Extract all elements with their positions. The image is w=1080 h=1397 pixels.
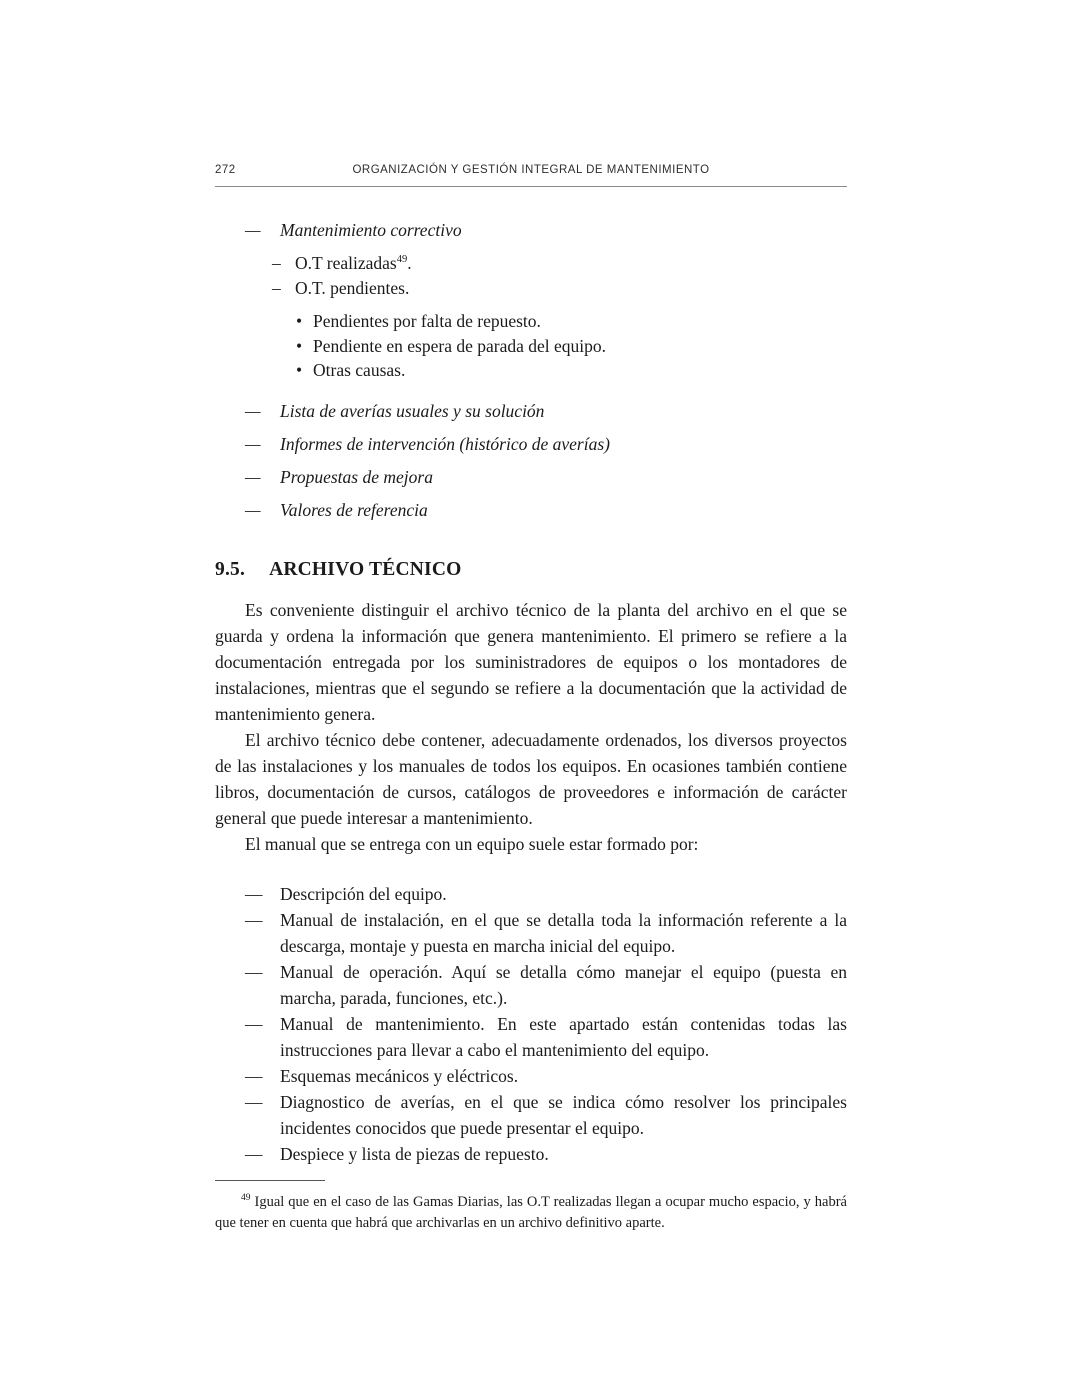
outline-section: [215, 217, 847, 523]
footnote-reference: 49: [396, 254, 408, 266]
list-item-text: Manual de mantenimiento. En este apartado están contenidas todas las instrucciones para llevar a cabo el mantenimiento del equipo.: [280, 1013, 847, 1060]
em-dash-marker: —: [245, 400, 261, 421]
list-item-text: Otras causas.: [313, 360, 406, 380]
header-page-number: 272: [215, 164, 236, 176]
list-item-text: Propuestas de mejora: [280, 466, 433, 487]
list-item-text: Pendientes por falta de repuesto.: [313, 311, 541, 331]
page-content: [215, 164, 847, 1235]
running-header: [215, 164, 847, 187]
list-item-text: Esquemas mecánicos y eléctricos.: [280, 1065, 519, 1086]
list-item-text: Pendiente en espera de parada del equipo.: [313, 335, 606, 356]
list-item: [215, 251, 847, 276]
body-paragraph: El manual que se entrega con un equipo suele estar formado por:: [245, 833, 699, 854]
list-item-text: Lista de averías usuales y su solución: [280, 400, 545, 421]
em-dash-marker: —: [245, 1091, 263, 1112]
bullet-list: [215, 309, 847, 383]
list-item: [215, 959, 847, 1011]
em-dash-marker: —: [245, 961, 263, 982]
footnote-text: $^{49}$ Igual que en el caso de las Gamas Diarias, las O.T realizadas llegan a ocupar mucho espacio, y habrá que tener en cuenta que habrá que archivarlas en un archivo definitivo aparte.: [215, 1192, 847, 1231]
em-dash-marker: —: [245, 466, 261, 487]
list-item: [215, 398, 847, 424]
footnote-separator: [215, 1180, 325, 1181]
list-item: [215, 358, 847, 383]
list-item-text: O.T realizadas$^{49}$.: [295, 253, 412, 273]
list-item-text: Despiece y lista de piezas de repuesto.: [280, 1143, 549, 1164]
body-paragraph: Es conveniente distinguir el archivo técnico de la planta del archivo en el que se guarda y ordena la información que genera mantenimiento. El primero se refiere a la documentación entregada por los suministradores de equipos o los montadores de instalaciones, mientras que el segundo se refiere a la documentación que la actividad de mantenimiento genera.: [215, 599, 847, 724]
list-item-text: Diagnostico de averías, en el que se indica cómo resolver los principales incidentes conocidos que puede presentar el equipo.: [280, 1091, 847, 1138]
em-dash-marker: —: [245, 1013, 263, 1034]
list-item: [215, 334, 847, 359]
em-dash-marker: —: [245, 883, 263, 904]
em-dash-marker: —: [245, 499, 261, 520]
list-item: [215, 1011, 847, 1063]
bullet-marker: •: [296, 311, 303, 331]
footnote-block: [215, 1180, 847, 1235]
list-item: [215, 464, 847, 490]
em-dash-marker: —: [245, 1143, 263, 1164]
en-dash-marker: –: [272, 278, 281, 298]
bullet-marker: •: [296, 360, 303, 380]
section-title: ARCHIVO TÉCNICO: [269, 558, 462, 580]
header-running-title: ORGANIZACIÓN Y GESTIÓN INTEGRAL DE MANTENIMIENTO: [352, 164, 710, 176]
footnote-number: 49: [241, 1192, 251, 1203]
section-heading: [215, 559, 847, 581]
list-item-text: Descripción del equipo.: [280, 883, 447, 904]
list-item-text: Valores de referencia: [280, 499, 428, 520]
em-dash-marker: —: [245, 1065, 263, 1086]
em-dash-marker: —: [245, 909, 263, 930]
list-item-text: Manual de instalación, en el que se detalla toda la información referente a la descarga, montaje y puesta en marcha inicial del equipo.: [280, 909, 847, 956]
list-item-text: Manual de operación. Aquí se detalla cómo manejar el equipo (puesta en marcha, parada, funciones, etc.).: [280, 961, 847, 1008]
list-item: [215, 431, 847, 457]
list-item-text: Mantenimiento correctivo: [280, 220, 462, 240]
list-item: [215, 1063, 847, 1089]
bullet-marker: •: [296, 335, 303, 356]
list-item: [215, 276, 847, 301]
list-item: [215, 907, 847, 959]
body-paragraph: El archivo técnico debe contener, adecuadamente ordenados, los diversos proyectos de las instalaciones y los manuales de todos los equipos. En ocasiones también contiene libros, documentación de cursos, catálogos de proveedores e información de carácter general que puede interesar a mantenimiento.: [215, 729, 847, 828]
dash-item-group: [215, 398, 847, 523]
body-copy: [215, 597, 847, 857]
en-dash-marker: –: [272, 253, 281, 273]
list-item: [215, 217, 847, 243]
section-number: 9.5.: [215, 558, 246, 580]
sub-list: [215, 251, 847, 301]
list-item: [215, 497, 847, 523]
list-item-text: Informes de intervención (histórico de averías): [280, 433, 610, 454]
list-item-text: O.T. pendientes.: [295, 278, 410, 298]
manual-contents-list: [215, 881, 847, 1167]
em-dash-marker: —: [245, 220, 261, 240]
list-item: [215, 1089, 847, 1141]
em-dash-marker: —: [245, 433, 261, 454]
list-item: [215, 1141, 847, 1167]
list-item: [215, 881, 847, 907]
list-item: [215, 309, 847, 334]
